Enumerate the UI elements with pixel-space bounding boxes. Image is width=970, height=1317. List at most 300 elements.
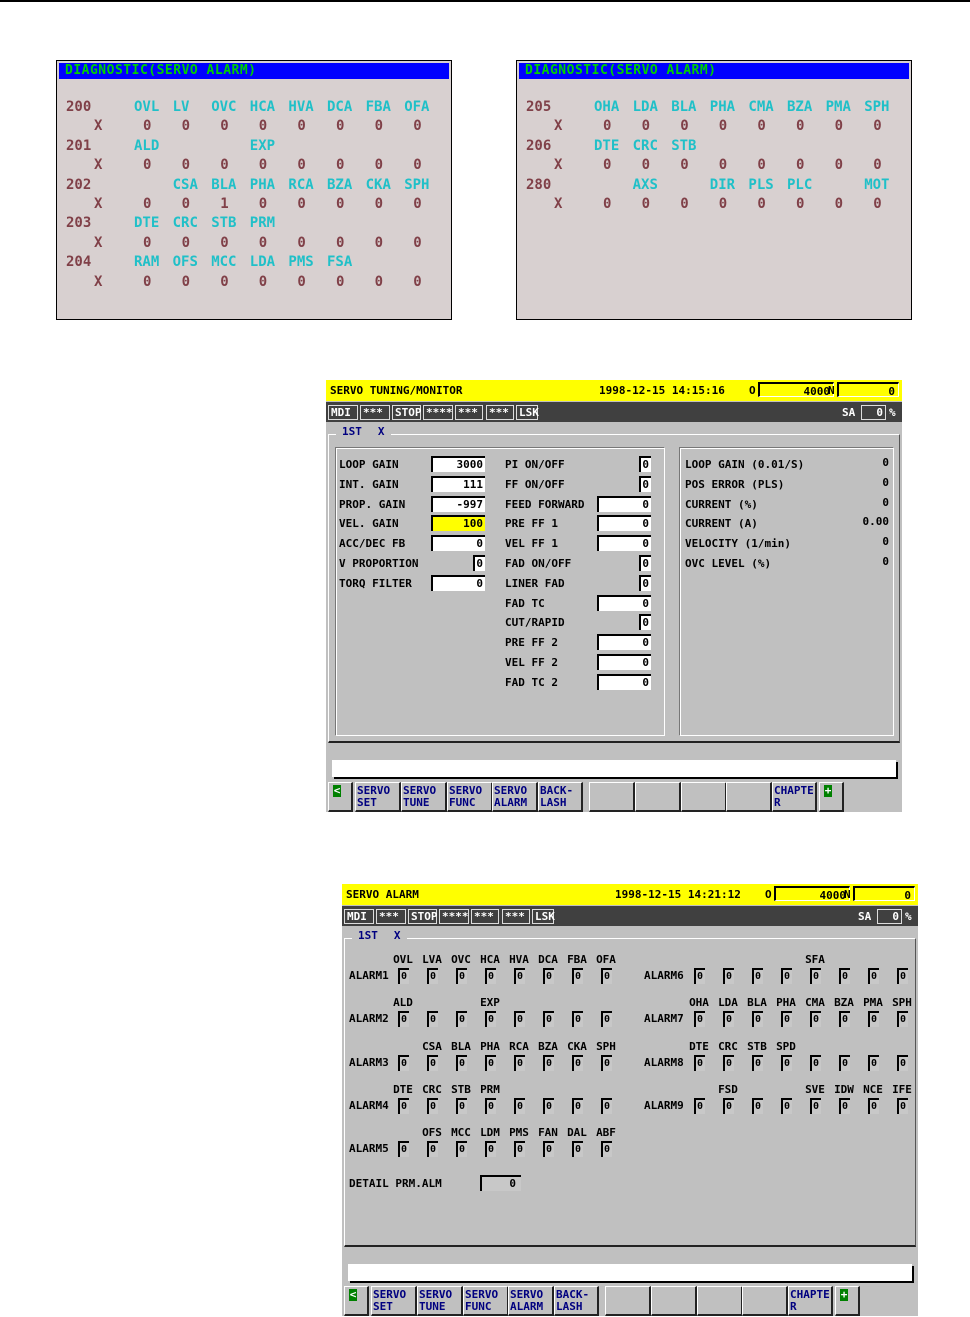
diag-bit-label: SPH [404,176,430,193]
diag-bit-value: 0 [680,196,689,212]
diag-bit-label: PRM [249,215,276,232]
alarm-bit-label: SPD [776,1039,796,1053]
monitor-value: 0 [882,456,889,469]
datetime: 1998-12-15 14:21:12 [615,888,741,901]
alarm-bit-label: STB [747,1039,767,1053]
alarm-bit-label: SPH [596,1039,616,1053]
monitor-value: 0 [882,555,889,568]
alarm-bit-value: 0 [752,1055,763,1071]
param-input[interactable]: 0 [431,575,485,591]
softkey[interactable] [605,1286,651,1316]
alarm-bit-label: CRC [718,1039,738,1053]
alarm-bit-label: ALD [393,996,413,1010]
screen-header [326,380,902,401]
alarm-bit-label: EXP [480,996,500,1010]
softkey-next[interactable] [835,1286,860,1316]
axis-tab [352,929,407,942]
status-indicator: MDI [344,909,374,924]
diag-bit-value: 0 [143,196,152,212]
param-label: PRE FF 1 [505,517,558,531]
o-number-field: 4000 [774,886,850,901]
alarm-name: ALARM2 [349,1012,389,1026]
diag-bit-value: 0 [220,118,229,135]
diag-bit-value: 0 [374,118,384,135]
alarm-bit-label: DTE [689,1039,709,1053]
diag-bit-value: 0 [641,157,651,174]
alarm-bit-label: BZA [834,996,854,1010]
param-input[interactable]: 100 [431,515,485,531]
n-label: N [828,384,835,397]
softkey[interactable] [726,782,772,812]
alarm-bit-value: 0 [398,1011,409,1027]
param-input[interactable]: 3000 [431,456,485,472]
alarm-bit-label: OVC [451,953,471,966]
alarm-bit-value: 0 [456,1141,467,1157]
param-input[interactable]: -997 [431,496,485,512]
diag-bit-value: 0 [796,196,805,212]
alarm-bit-value: 0 [723,1011,734,1027]
alarm-name: ALARM3 [349,1055,389,1069]
status-indicator: *** [502,909,530,924]
diag-bit-label: PLS [748,176,774,193]
param-label: VEL FF 2 [505,656,558,669]
param-input[interactable]: 0 [597,634,651,650]
alarm-bit-value: 0 [572,1055,583,1071]
diag-bit-value: 0 [413,273,422,290]
alarm-bit-label: NCE [863,1082,883,1096]
diag-bit-label: EXP [249,137,276,154]
alarm-bit-value: 0 [427,1141,438,1157]
diag-bit-value: 0 [757,118,766,135]
param-label: PROP. GAIN [339,497,406,511]
status-indicator: *** [471,909,499,924]
param-label: VEL. GAIN [339,517,399,531]
diag-bit-value: 0 [258,273,268,290]
diag-bit-value: 0 [336,118,345,135]
alarm-bit-label: MCC [451,1126,471,1140]
diag-bit-label: PMA [825,99,851,115]
diag-bit-label: PHA [709,99,736,115]
diag-bit-label: LV [172,99,190,115]
diag-bit-value: 0 [143,234,152,251]
diag-bit-value: 0 [297,157,306,174]
alarm-bit-value: 0 [456,1011,467,1027]
diag-bit-value: 0 [297,273,306,290]
diag-bit-label: MOT [864,176,890,193]
alarm-name: ALARM8 [644,1055,684,1069]
diag-bit-label: HCA [249,99,276,115]
diag-title: DIAGNOSTIC(SERVO ALARM) [59,63,449,79]
status-indicator: **** [423,405,453,420]
param-label: FAD TC 2 [505,675,558,689]
diag-bit-value: 0 [143,273,152,290]
diag-bit-value: 0 [796,118,805,135]
param-input[interactable]: 111 [431,476,485,492]
status-indicator: STOP [392,405,421,420]
diag-number: 201 [66,137,92,154]
diag-bit-value: 0 [641,118,651,135]
param-input[interactable]: 0 [597,595,651,611]
alarm-bit-label: DCA [538,953,558,966]
softkey[interactable]: CHAPTE R [788,1286,833,1316]
monitor-value: 0 [882,475,889,489]
alarm-bit-value: 0 [514,1141,525,1157]
n-label: N [844,888,851,901]
diag-number: 202 [66,176,92,193]
param-label: PI ON/OFF [505,458,565,471]
diag-number: 206 [526,137,552,154]
sa-unit: % [905,910,912,923]
diag-bit-value: 0 [680,157,689,174]
diag-number: 200 [66,99,92,115]
alarm-bit-label: FBA [567,953,587,966]
alarm-bit-value: 0 [601,1141,612,1157]
screen-header [342,884,918,905]
diag-bit-value: 0 [143,157,152,174]
diag-bit-value: 0 [757,196,766,212]
alarm-bit-value: 0 [723,1098,734,1114]
alarm-bit-value: 0 [572,1141,583,1157]
diag-bit-value: 0 [181,273,191,290]
param-input[interactable]: 0 [597,496,651,512]
softkey[interactable]: SERVO FUNC [447,782,493,812]
alarm-bit-value: 0 [427,1011,438,1027]
diag-bit-value: 0 [757,157,766,174]
softkey[interactable]: SERVO SET [371,1286,417,1316]
softkey[interactable] [651,1286,697,1316]
param-input[interactable]: 0 [473,555,485,571]
param-input[interactable]: 0 [639,555,651,571]
alarm-bit-value: 0 [485,1055,496,1071]
diag-axis: X [94,234,103,251]
alarm-bit-label: DAL [567,1126,587,1140]
softkey[interactable]: BACK- LASH [554,1286,599,1316]
o-label: O [749,384,756,397]
alarm-bit-label: CMA [805,996,825,1010]
status-indicator: MDI [328,405,358,420]
diag-bit-value: 0 [873,118,882,135]
diag-bit-label: BZA [327,176,353,193]
diag-bit-label: CKA [365,176,391,193]
alarm-bit-value: 0 [514,1055,525,1071]
softkey-prev[interactable]: < [344,1286,369,1316]
alarm-bit-value: 0 [398,1141,409,1157]
alarm-bit-value: 0 [839,1055,850,1071]
cnc-screen [326,380,902,812]
monitor-value: 0 [882,535,889,549]
cnc-screen [342,884,918,1316]
alarm-bit-value: 0 [897,1055,908,1071]
next-icon: + [840,1288,848,1301]
alarm-bit-label: RCA [509,1039,529,1053]
alarm-bit-label: PHA [480,1039,500,1053]
diag-bit-label: HVA [288,99,314,115]
alarm-bit-label: IDW [834,1082,854,1096]
param-input[interactable]: 0 [597,674,651,690]
alarm-bit-value: 0 [839,1098,850,1114]
param-input[interactable]: 0 [639,614,651,630]
diag-bit-value: 0 [336,157,345,174]
axis-order: 1ST [342,425,362,438]
param-input[interactable]: 0 [639,575,651,591]
detail-value: 0 [480,1175,521,1191]
alarm-name: ALARM7 [644,1012,684,1026]
monitor-value: 0.00 [862,515,889,529]
param-label: TORQ FILTER [339,576,412,590]
diag-number: 204 [66,254,92,271]
alarm-bit-value: 0 [398,1098,409,1114]
param-label: VEL FF 1 [505,537,558,551]
alarm-bit-value: 0 [868,1098,879,1114]
softkey[interactable]: SERVO FUNC [463,1286,509,1316]
alarm-bit-value: 0 [839,968,850,984]
param-label: INT. GAIN [339,477,399,491]
alarm-name: ALARM1 [349,969,389,982]
diag-bit-value: 0 [220,157,229,174]
diag-bit-label: RCA [288,176,314,193]
sa-label: SA [842,406,856,419]
diag-bit-value: 0 [641,196,651,212]
alarm-bit-value: 0 [694,968,705,984]
alarm-bit-value: 0 [456,1098,467,1114]
diag-axis: X [94,157,103,174]
alarm-name: ALARM9 [644,1098,684,1112]
alarm-bit-label: PHA [776,996,796,1010]
alarm-bit-value: 0 [485,968,496,984]
diag-bit-label: RAM [134,254,160,271]
diag-bit-label: OFS [172,254,198,271]
diag-panel [56,60,452,320]
param-label: PRE FF 2 [505,636,558,650]
diag-bit-value: 0 [181,196,191,212]
alarm-bit-value: 0 [572,1098,583,1114]
diag-bit-label: STB [211,215,237,232]
diag-bit-value: 0 [297,118,306,135]
screen-title: SERVO ALARM [346,888,419,901]
alarm-bit-value: 0 [694,1011,705,1027]
alarm-bit-value: 0 [781,968,792,984]
status-bar [326,402,902,422]
diag-bit-value: 0 [718,196,728,212]
diag-axis: X [554,196,563,212]
alarm-bit-value: 0 [485,1098,496,1114]
softkey[interactable]: SERVO TUNE [417,1286,463,1316]
diag-bit-value: 0 [834,157,844,174]
param-input[interactable]: 0 [597,654,651,670]
softkey[interactable]: SERVO ALARM [508,1286,554,1316]
param-label: LOOP GAIN [339,458,399,471]
diag-bit-value: 0 [718,118,728,135]
alarm-bit-label: SVE [805,1082,825,1096]
alarm-bit-label: LVA [422,953,442,966]
n-number-field: 0 [837,382,899,397]
diag-bit-label: CMA [748,99,774,115]
alarm-bit-value: 0 [810,1098,821,1114]
next-icon: + [824,784,832,797]
param-input[interactable]: 0 [431,535,485,551]
diag-bit-value: 0 [796,157,805,174]
detail-label: DETAIL PRM.ALM [349,1177,442,1190]
alarm-bit-label: OHA [689,996,709,1010]
diag-bit-value: 0 [181,234,191,251]
diag-bit-label: LDA [632,99,658,115]
alarm-bit-value: 0 [514,1011,525,1027]
alarm-bit-value: 0 [897,968,908,984]
top-rule [0,0,970,2]
datetime: 1998-12-15 14:15:16 [599,384,725,397]
softkey[interactable] [681,782,727,812]
alarm-bit-value: 0 [514,1098,525,1114]
alarm-bit-value: 0 [868,1055,879,1071]
diag-bit-value: 0 [297,234,306,251]
status-indicator: STOP [408,909,437,924]
diag-bit-value: 0 [374,234,384,251]
sa-unit: % [889,406,896,419]
diag-bit-label: DTE [134,215,160,232]
alarm-bit-label: ABF [596,1126,616,1140]
diag-bit-value: 0 [718,157,728,174]
softkey[interactable] [742,1286,788,1316]
diag-bit-value: 0 [258,196,268,212]
diag-bit-label: ALD [134,137,160,154]
param-label: CUT/RAPID [505,616,565,630]
diag-bit-value: 0 [834,118,844,135]
param-label: FAD TC [505,596,545,610]
sa-value: 0 [877,909,902,924]
alarm-bit-value: 0 [601,1098,612,1114]
diag-axis: X [554,118,563,135]
diag-bit-label: PHA [249,176,276,193]
diag-bit-value: 0 [181,157,191,174]
axis-tab [336,425,391,438]
message-bar [348,1264,912,1281]
softkey[interactable]: CHAPTE R [772,782,817,812]
diag-bit-value: 0 [374,196,384,212]
diag-bit-label: BLA [671,99,697,115]
softkey[interactable]: SERVO TUNE [401,782,447,812]
diag-bit-value: 1 [220,196,229,212]
diag-bit-value: 0 [297,196,306,212]
alarm-bit-value: 0 [897,1011,908,1027]
alarm-bit-label: SPH [892,996,912,1010]
param-label: V PROPORTION [339,557,419,570]
alarm-bit-label: PMA [863,996,883,1010]
diag-bit-label: FBA [365,99,391,115]
monitor-label: CURRENT (A) [685,517,758,531]
diag-bit-label: BLA [211,176,237,193]
alarm-bit-value: 0 [427,1055,438,1071]
alarm-bit-label: FSD [718,1082,738,1096]
alarm-bit-label: CSA [422,1039,442,1053]
diag-bit-value: 0 [336,196,345,212]
diag-bit-value: 0 [413,234,422,251]
softkey[interactable]: SERVO ALARM [492,782,538,812]
alarm-bit-label: OFA [596,953,616,966]
param-label: FAD ON/OFF [505,557,572,570]
monitor-label: POS ERROR (PLS) [685,477,785,491]
softkey-next[interactable] [819,782,844,812]
alarm-bit-value: 0 [839,1011,850,1027]
status-bar [342,906,918,926]
diag-bit-label: OFA [404,99,430,115]
param-label: FF ON/OFF [505,477,565,491]
diag-bit-label: CSA [172,176,198,193]
diag-bit-value: 0 [603,118,612,135]
status-indicator: *** [486,405,514,420]
param-input[interactable]: 0 [639,476,651,492]
status-indicator: **** [439,909,469,924]
sa-value: 0 [861,405,886,420]
alarm-bit-value: 0 [752,968,763,984]
param-input[interactable]: 0 [597,535,651,551]
diag-bit-label: SPH [864,99,890,115]
alarm-bit-value: 0 [427,968,438,984]
alarm-bit-value: 0 [398,1055,409,1071]
alarm-bit-value: 0 [781,1011,792,1027]
diag-bit-value: 0 [336,234,345,251]
softkey[interactable] [589,782,635,812]
softkey[interactable]: SERVO SET [355,782,401,812]
diag-bit-value: 0 [258,118,268,135]
diag-bit-label: DTE [594,137,620,154]
diag-bit-label: OHA [594,99,620,115]
softkey[interactable] [635,782,681,812]
alarm-bit-value: 0 [572,968,583,984]
alarm-bit-label: CRC [422,1082,442,1096]
alarm-bit-label: LDA [718,996,738,1010]
param-label: LINER FAD [505,576,565,590]
alarm-bit-value: 0 [601,1055,612,1071]
status-indicator: *** [376,909,406,924]
param-input[interactable]: 0 [639,456,651,472]
softkey-prev[interactable]: < [328,782,353,812]
alarm-bit-label: FAN [538,1126,558,1140]
param-label: ACC/DEC FB [339,537,406,551]
n-number-field: 0 [853,886,915,901]
param-input[interactable]: 0 [597,515,651,531]
alarm-bit-value: 0 [572,1011,583,1027]
diag-bit-label: CRC [632,137,658,154]
alarm-bit-value: 0 [543,1011,554,1027]
diag-bit-label: CRC [172,215,198,232]
softkey[interactable]: BACK- LASH [538,782,583,812]
alarm-bit-value: 0 [694,1098,705,1114]
alarm-bit-value: 0 [781,1098,792,1114]
diag-bit-value: 0 [873,196,882,212]
diag-axis: X [94,196,103,212]
diag-number: 280 [526,176,552,193]
o-number-field: 4000 [758,382,834,397]
alarm-bit-value: 0 [543,968,554,984]
diag-bit-value: 0 [413,157,422,174]
softkey[interactable] [697,1286,743,1316]
alarm-bit-value: 0 [752,1098,763,1114]
monitor-value: 0 [882,495,889,509]
status-indicator: LSK [516,405,538,420]
diag-bit-value: 0 [834,196,844,212]
alarm-bit-label: BLA [451,1039,471,1053]
alarm-bit-label: OFS [422,1126,442,1140]
alarm-bit-value: 0 [601,968,612,984]
axis-order: 1ST [358,929,378,942]
monitor-label: VELOCITY (1/min) [685,537,791,551]
alarm-name: ALARM4 [349,1098,389,1112]
diag-number: 205 [526,99,552,115]
alarm-bit-value: 0 [810,1011,821,1027]
alarm-bit-value: 0 [868,968,879,984]
diag-panel [516,60,912,320]
alarm-bit-value: 0 [810,1055,821,1071]
